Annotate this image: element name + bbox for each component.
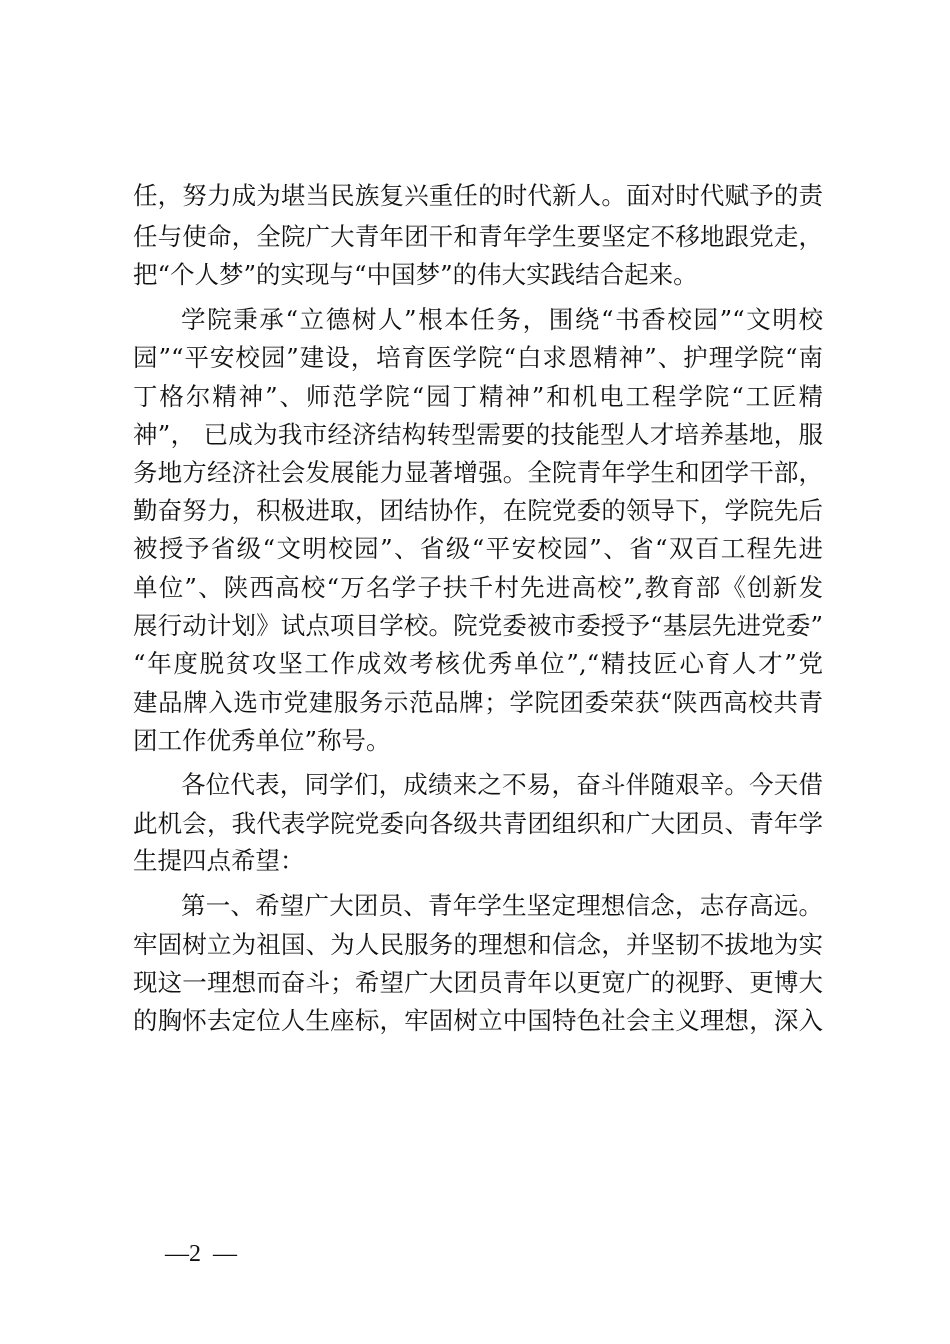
text-line: 任，努力成为堪当民族复兴重任的时代新人。面对时代赋予的责	[133, 181, 823, 210]
text-line: 被授予省级“文明校园”、省级“平安校园”、省“双百工程先进	[133, 534, 823, 563]
paragraph-first-line: 各位代表，同学们，成绩来之不易，奋斗伴随艰辛。今天借	[181, 770, 823, 799]
text-line: 丁格尔精神”、师范学院“园丁精神”和机电工程学院“工匠精	[133, 382, 823, 411]
text-line: 建品牌入选市党建服务示范品牌；学院团委荣获“陕西高校共青	[133, 688, 823, 717]
page-number: —2 —	[165, 1241, 237, 1267]
text-line: 的胸怀去定位人生座标，牢固树立中国特色社会主义理想，深入	[133, 1006, 823, 1035]
text-line: 现这一理想而奋斗；希望广大团员青年以更宽广的视野、更博大	[133, 968, 823, 997]
text-line: 此机会，我代表学院党委向各级共青团组织和广大团员、青年学	[133, 809, 823, 838]
text-line: 把“个人梦”的实现与“中国梦”的伟大实践结合起来。	[133, 260, 698, 289]
text-line: 勤奋努力，积极进取，团结协作，在院党委的领导下，学院先后	[133, 496, 823, 525]
text-line: 牢固树立为祖国、为人民服务的理想和信念，并坚韧不拔地为实	[133, 930, 823, 959]
paragraph-first-line: 第一、希望广大团员、青年学生坚定理想信念，志存高远。	[181, 891, 823, 920]
text-line: “年度脱贫攻坚工作成效考核优秀单位”,“精技匠心育人才”党	[133, 649, 823, 678]
text-line: 务地方经济社会发展能力显著增强。全院青年学生和团学干部，	[133, 458, 823, 487]
text-line: 任与使命，全院广大青年团干和青年学生要坚定不移地跟党走，	[133, 222, 823, 251]
paragraph-first-line: 学院秉承“立德树人”根本任务，围绕“书香校园”“文明校	[181, 305, 823, 334]
text-line: 展行动计划》试点项目学校。院党委被市委授予“基层先进党委”	[133, 611, 823, 640]
text-line: 单位”、陕西高校“万名学子扶千村先进高校”,教育部《创新发	[133, 573, 823, 602]
text-line: 神”， 已成为我市经济结构转型需要的技能型人才培养基地，服	[133, 420, 823, 449]
text-line: 团工作优秀单位”称号。	[133, 726, 391, 755]
text-line: 园”“平安校园”建设，培育医学院“白求恩精神”、护理学院“南	[133, 343, 823, 372]
text-line: 生提四点希望：	[133, 846, 305, 875]
